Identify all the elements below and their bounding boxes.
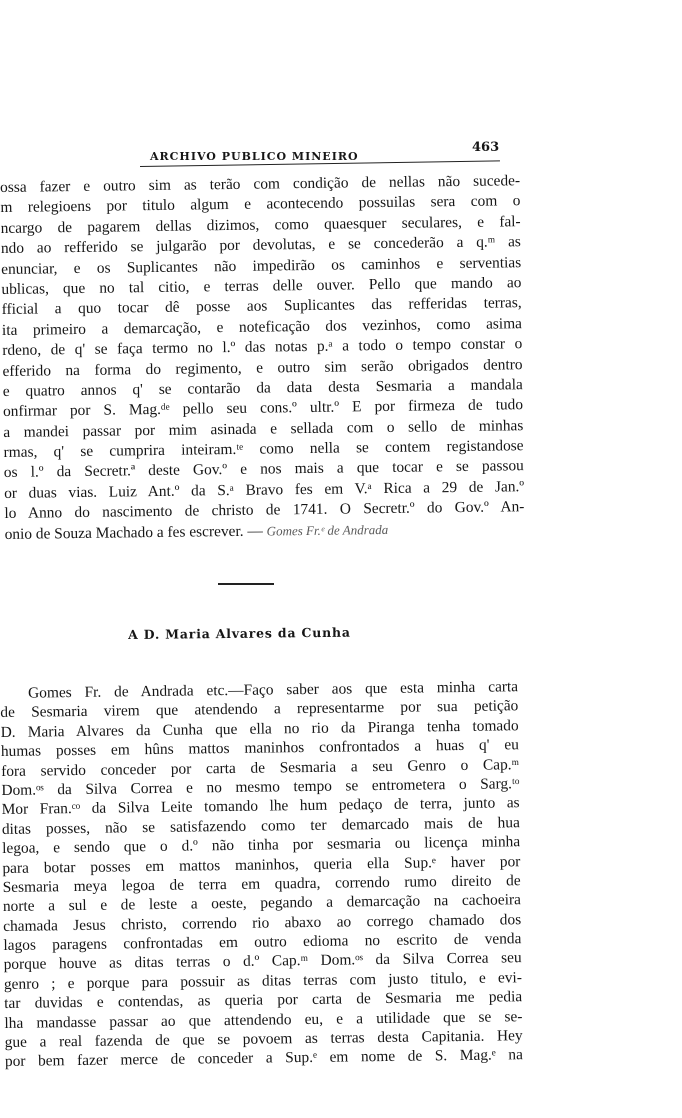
text-line: porque houve as ditas terras o d.º Cap.ᵐ Dom.ᵒˢ da Silva Correa seu [3,949,522,974]
text-line: ndo ao refferido se julgarão por devolutas, e se concederão a q.ᵐ as [0,233,521,258]
text-line: Dom.ᵒˢ da Silva Correa e no mesmo tempo se entrometera o Sarg.ᵗᵒ [1,775,520,799]
text-line: fficial a quo tocar dê posse aos Suplicantes das refferidas terras, [1,294,522,319]
text-line: gue a real fazenda de que se povoem as terras desta Capitania. Hey [4,1027,523,1051]
closing-text: onio de Souza Machado a fes escrever. [4,522,244,543]
page-number: 463 [472,140,500,155]
text-line: lagos paragens confrontadas em outro edioma no escrito de venda [3,930,522,955]
text-line: ncargo de pagarem dellas dizimos, como quaesquer seculares, e fal- [0,212,521,237]
text-line: genro ; e porque para possuir as ditas terras com justo titulo, e evi- [3,969,522,993]
text-line: norte a sul e de leste a oeste, pegando a demarcação na cachoeira [2,891,521,916]
previous-document-ending [0,171,525,545]
text-line: ublicas, que no tal citio, e terras delle ouver. Pello que mando ao [1,274,522,298]
text-line: Gomes Fr. de Andrada etc.—Faço saber aos que esta minha carta [28,678,519,702]
text-line: os l.º da Secretr.ª deste Gov.º e nos mais a que tocar e se passou [3,457,524,482]
section-title: A D. Maria Alvares da Cunha [128,624,351,642]
running-header [0,138,682,168]
text-line: tar duvidas e contendas, as queria por carta de Sesmaria me pedia [4,988,523,1013]
text-line: e quatro annos q' se contarão da data desta Sesmaria a mandala [2,376,523,400]
text-line: rmas, q' se cumprira inteiram.ᵗᵉ como nella se contem registandose [3,437,524,462]
text-line: chamada Jesus christo, correndo rio abaxo ao corrego chamado dos [3,910,522,935]
text-line: rdeno, de q' se faça termo no l.º das notas p.ᵃ a todo o tempo constar o [2,335,523,360]
signature: Gomes Fr.ᵉ de Andrada [266,521,389,539]
text-line: de Sesmaria virem que atendendo a representarme por sua petição [0,697,519,722]
text-line: ditas posses, não se satisfazendo como ter demarcado mais de hua [1,813,520,838]
text-line: ita primeiro a demarcação, e noteficação dos vezinhos, como asima [1,314,523,339]
text-line: enunciar, e os Suplicantes não impedirão os caminhos e serventias [1,253,522,278]
text-line: por bem fazer merce de conceder a Sup.ᵉ em nome de S. Mag.ᵉ na [4,1046,524,1071]
text-line: fora servido conceder por carta de Sesmaria a seu Genro o Cap.ᵐ [1,755,520,780]
text-line: efferido na forma do regimento, e outro sim serão obrigados dentro [2,355,523,380]
text-line: m relegioens por titulo algum e acontecendo possuilas sera com o [0,192,521,217]
text-line: onfirmar por S. Mag.ᵈᵉ pello seu cons.º ultr.º E por firmeza de tudo [2,396,524,421]
text-line: lha mandasse passar ao que attendendo eu, e a utilidade que se se- [4,1007,523,1032]
text-line: humas posses em hûns mattos maninhos confrontados a huas q' eu [0,736,519,761]
text-line-last: onio de Souza Machado a fes escrever. — Gomes Fr.ᵉ de Andrada [4,521,389,543]
text-line: or duas vias. Luiz Ant.º da S.ᵃ Bravo fes em V.ᵃ Rica a 29 de Jan.º [4,478,525,502]
text-line: D. Maria Alvares da Cunha que ella no rio da Piranga tenha tomado [0,716,519,741]
text-line: Sesmaria meya legoa de terra em quadra, correndo rumo direito de [2,872,521,896]
text-line: lo Anno do nascimento de christo de 1741. O Secretr.º do Gov.º An- [4,498,525,523]
text-line: ossa fazer e outro sim as terão com condição de nellas não sucede- [0,172,521,196]
text-line: Mor Fran.ᶜᵒ da Silva Leite tomando lhe hum pedaço de terra, junto as [1,794,520,819]
section-divider [218,583,274,585]
text-line: para botar posses em mattos maninhos, queria ella Sup.ᵉ haver por [2,852,521,877]
text-line: a mandei passar por mim asinada e sellada com o sello de minhas [3,416,524,441]
text-line: legoa, e sendo que o d.º não tinha por sesmaria ou licença minha [2,833,521,858]
running-header-title: ARCHIVO PUBLICO MINEIRO [150,150,359,163]
sesmaria-grant-text [0,677,523,1072]
